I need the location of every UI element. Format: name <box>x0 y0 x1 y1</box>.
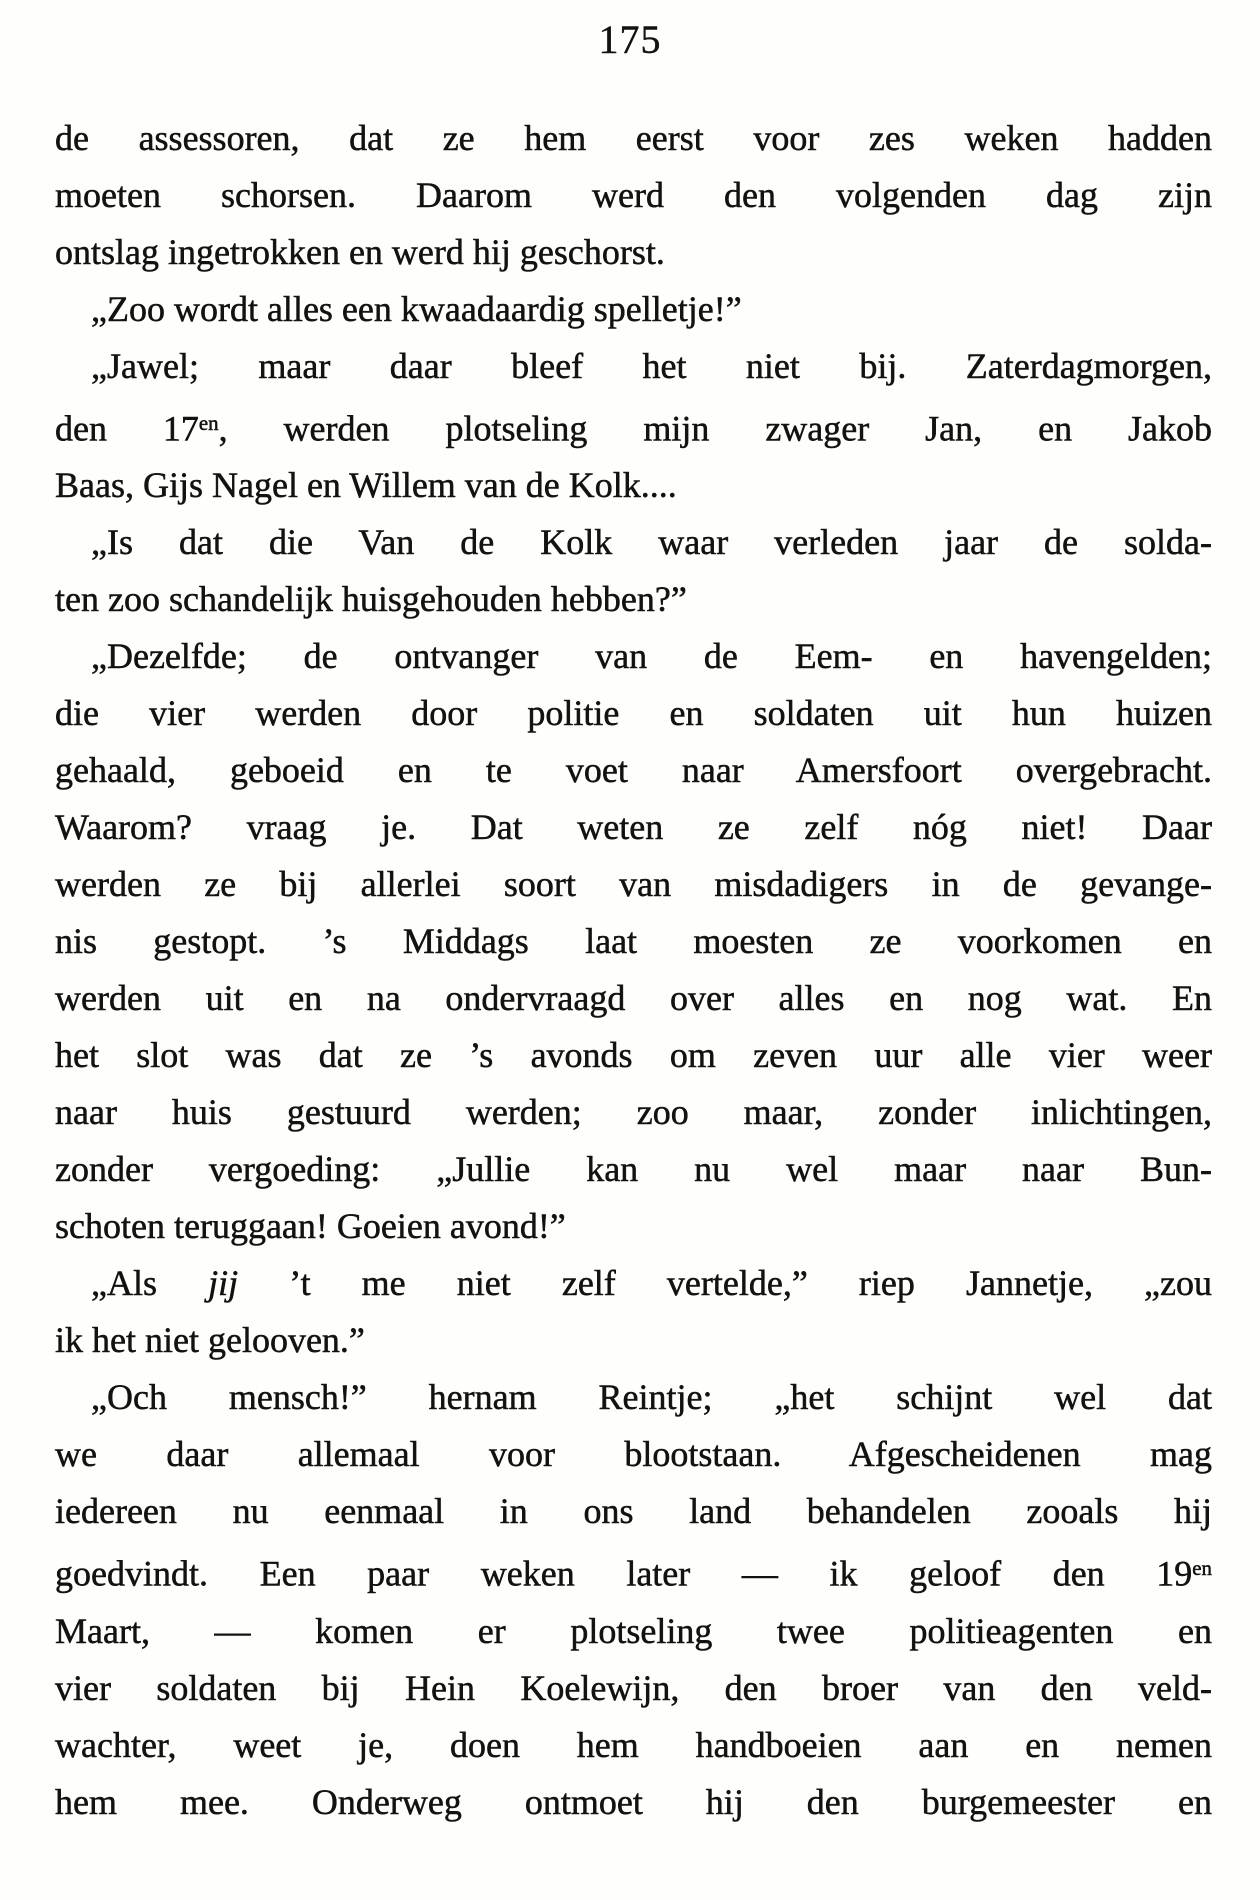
text-segment: naar huis gestuurd werden; zoo maar, zonder inlichtingen, <box>55 1092 1212 1133</box>
text-segment: werden uit en na ondervraagd over alles en nog wat. En <box>55 978 1212 1019</box>
text-segment: moeten schorsen. Daarom werd den volgenden dag zijn <box>55 175 1212 215</box>
text-segment: werden ze bij allerlei soort van misdadigers in de gevange- <box>55 864 1212 905</box>
italic-text: jij <box>208 1263 239 1304</box>
text-segment: Maart, — komen er plotseling twee politieagenten en <box>55 1610 1212 1651</box>
text-segment: „Jawel; maar daar bleef het niet bij. Zaterdagmorgen, <box>91 346 1212 386</box>
text-line <box>55 856 1212 913</box>
text-segment: het slot was dat ze ’s avonds om zeven uur alle vier weer <box>55 1035 1212 1076</box>
text-line <box>55 224 1212 281</box>
text-line <box>55 742 1212 799</box>
text-segment: gehaald, geboeid en te voet naar Amersfoort overgebracht. <box>55 750 1212 791</box>
text-line <box>55 514 1212 571</box>
text-segment: nis gestopt. ’s Middags laat moesten ze voorkomen en <box>55 921 1212 962</box>
text-segment: we daar allemaal voor blootstaan. Afgescheidenen mag <box>55 1434 1212 1475</box>
text-line <box>55 1141 1212 1198</box>
page-body <box>55 110 1212 1831</box>
text-segment: , werden plotseling mijn zwager Jan, en Jakob <box>218 408 1212 449</box>
paragraph <box>55 628 1212 1255</box>
text-segment: ’t me niet zelf vertelde,” riep Jannetje, „zou <box>238 1263 1213 1304</box>
text-segment: Waarom? vraag je. Dat weten ze zelf nóg niet! Daar <box>55 807 1212 848</box>
paragraph <box>55 514 1212 628</box>
text-line <box>55 1603 1212 1660</box>
text-line <box>55 1774 1212 1831</box>
text-line <box>55 1198 1212 1255</box>
text-segment: ontslag ingetrokken en werd hij geschorst. <box>55 232 665 272</box>
text-line <box>55 685 1212 742</box>
text-line <box>55 1027 1212 1084</box>
paragraph <box>55 1369 1212 1830</box>
text-segment: de assessoren, dat ze hem eerst voor zes weken hadden <box>55 118 1212 158</box>
text-segment: „Dezelfde; de ontvanger van de Eem- en havengelden; <box>91 636 1212 677</box>
text-segment: ten zoo schandelijk huisgehouden hebben?” <box>55 579 687 620</box>
text-line <box>55 1540 1212 1602</box>
text-segment: vier soldaten bij Hein Koelewijn, den broer van den veld- <box>55 1667 1212 1708</box>
text-segment: ik het niet gelooven.” <box>55 1320 365 1361</box>
text-line <box>55 1369 1212 1426</box>
superscript-text: en <box>198 411 219 435</box>
text-line <box>55 628 1212 685</box>
text-line <box>55 1255 1212 1312</box>
paragraph <box>55 1255 1212 1369</box>
text-segment: wachter, weet je, doen hem handboeien aan en nemen <box>55 1724 1212 1765</box>
text-segment: „Is dat die Van de Kolk waar verleden jaar de solda- <box>91 522 1212 563</box>
text-line <box>55 1660 1212 1717</box>
text-line <box>55 970 1212 1027</box>
text-line <box>55 281 1212 338</box>
text-segment: goedvindt. Een paar weken later — ik geloof den 19 <box>55 1553 1193 1594</box>
text-segment: die vier werden door politie en soldaten uit hun huizen <box>55 693 1212 734</box>
text-segment: „Als <box>91 1263 209 1304</box>
text-line <box>55 1312 1212 1369</box>
text-line <box>55 338 1212 395</box>
text-line <box>55 395 1212 457</box>
text-line <box>55 1717 1212 1774</box>
page-number: 175 <box>598 17 662 62</box>
paragraph <box>55 281 1212 338</box>
text-segment: hem mee. Onderweg ontmoet hij den burgemeester en <box>55 1781 1212 1822</box>
superscript-text: en <box>1192 1556 1212 1581</box>
text-line <box>55 913 1212 970</box>
text-line <box>55 799 1212 856</box>
text-line <box>55 1426 1212 1483</box>
text-segment: „Zoo wordt alles een kwaadaardig spelletje!” <box>91 289 742 329</box>
text-line <box>55 110 1212 167</box>
text-segment: schoten teruggaan! Goeien avond!” <box>55 1206 566 1247</box>
text-segment: iedereen nu eenmaal in ons land behandelen zooals hij <box>55 1491 1212 1532</box>
text-line <box>55 1084 1212 1141</box>
text-segment: zonder vergoeding: „Jullie kan nu wel maar naar Bun- <box>55 1149 1212 1190</box>
text-line <box>55 571 1212 628</box>
text-segment: den 17 <box>55 408 199 449</box>
text-segment: „Och mensch!” hernam Reintje; „het schijnt wel dat <box>91 1377 1212 1418</box>
text-segment: Baas, Gijs Nagel en Willem van de Kolk.... <box>55 465 677 506</box>
paragraph <box>55 110 1212 281</box>
text-line <box>55 457 1212 514</box>
text-line <box>55 1483 1212 1540</box>
paragraph <box>55 338 1212 514</box>
text-line <box>55 167 1212 224</box>
